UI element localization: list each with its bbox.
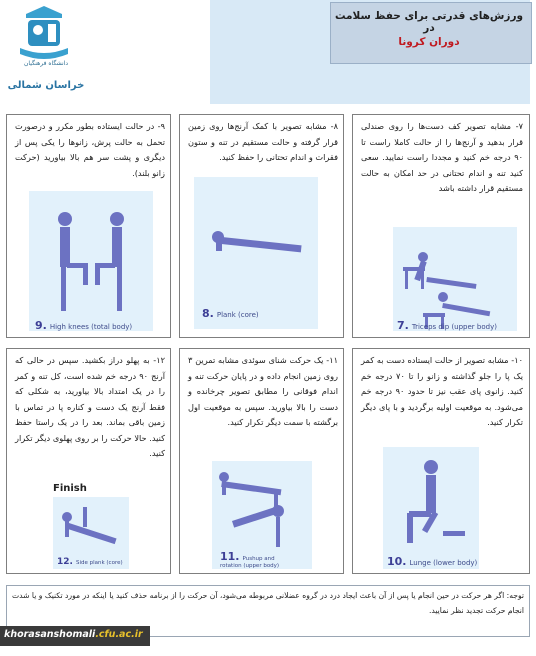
exercise-label: Plank (core) bbox=[216, 311, 259, 319]
exercise-description: ۱۰- مشابه تصویر از حالت ایستاده دست به کمر یک پا را جلو گذاشته و زانو را تا ۷۰ درجه خم کنید. زانوی پای عقب نیز تا حدود ۹۰ درجه خم می‌شود. به موقعیت اولیه برگردید و با پای دیگر تکرار کنید. bbox=[361, 355, 523, 427]
finish-label: Finish bbox=[53, 483, 87, 494]
exercise-caption bbox=[387, 555, 477, 568]
page-subtitle: دوران کرونا bbox=[398, 36, 460, 48]
exercise-label: Triceps dip (upper body) bbox=[411, 323, 497, 331]
exercise-number: 12. bbox=[57, 557, 73, 567]
exercise-caption bbox=[220, 550, 290, 570]
exercise-illustration bbox=[383, 447, 479, 569]
site-domain: .cfu.ac.ir bbox=[95, 629, 143, 640]
exercise-description: ۷- مشابه تصویر کف دست‌ها را روی صندلی قرار بدهید و آرنج‌ها را از حالت کاملا راست تا ۹۰ درجه خم کنید و مجددا راست نمایید. سعی کنید تنه و اندام تحتانی در حد امکان به حالت مستقیم قرار داشته باشد bbox=[361, 121, 523, 193]
exercise-caption bbox=[397, 319, 497, 332]
logo-caption: دانشگاه فرهنگیان bbox=[23, 60, 69, 67]
exercise-description: ۹- در حالت ایستاده بطور مکرر و درصورت تحمل به حالت پرش، زانوها را یکی پس از دیگری و پشت سر هم بالا بیاورید (حرکت زانو بلند). bbox=[15, 121, 165, 178]
exercise-card-12 bbox=[6, 348, 171, 574]
caution-note: توجه: اگر هر حرکت در حین انجام یا پس از آن باعث ایجاد درد در گروه عضلانی مربوطه می‌شود، آن حرکت را از برنامه حذف کنید یا اینکه در مورد تکنیک و یا شدت انجام حرکت تجدید نظر نمایید. bbox=[12, 591, 524, 615]
exercise-card-7 bbox=[352, 114, 530, 338]
exercise-illustration bbox=[393, 227, 517, 331]
exercise-description: ۱۱- یک حرکت شنای سوئدی مشابه تمرین ۳ روی زمین انجام داده و در پایان حرکت تنه و اندام فوقانی را مطابق تصویر چرخانده و دست را بالا بیاورید. سپس به موقعیت اول برگشته با سمت دیگر تکرار کنید. bbox=[188, 355, 338, 427]
site-name: khorasanshomali bbox=[4, 629, 96, 640]
exercise-caption bbox=[202, 307, 259, 320]
exercise-caption bbox=[35, 319, 132, 332]
exercise-illustration bbox=[29, 191, 153, 331]
exercise-label: Side plank (core) bbox=[75, 560, 123, 566]
exercise-label: High knees (total body) bbox=[49, 323, 133, 331]
exercise-number: 11. bbox=[220, 550, 240, 563]
site-link[interactable] bbox=[4, 629, 143, 640]
exercise-card-10 bbox=[352, 348, 530, 574]
exercise-label: Pushup and rotation (upper body) bbox=[220, 556, 280, 569]
site-footer-bar bbox=[0, 626, 150, 646]
exercise-number: 7. bbox=[397, 319, 409, 332]
exercise-number: 10. bbox=[387, 555, 407, 568]
exercise-number: 9. bbox=[35, 319, 47, 332]
exercise-caption bbox=[57, 557, 123, 567]
exercise-number: 8. bbox=[202, 307, 214, 320]
logo-region: خراسان شمالی bbox=[7, 80, 85, 91]
exercise-description: ۱۲- به پهلو دراز بکشید. سپس در حالی که آرنج ۹۰ درجه خم شده است، کل تنه و کمر را در یک امتداد بالا بیاورید، به شکلی که فقط آرنج یک دست و کناره پا در تماس با زمین باقی بماند. بعد را در یک راستا حفظ کنید. حالا حرکت را بر روی پهلوی دیگر تکرار کنید. bbox=[15, 355, 165, 458]
exercise-card-9 bbox=[6, 114, 171, 338]
exercise-label: Lunge (lower body) bbox=[409, 559, 478, 567]
exercise-card-11 bbox=[179, 348, 344, 574]
page-title: ورزش‌های قدرتی برای حفظ سلامت در bbox=[334, 10, 524, 34]
exercise-card-8 bbox=[179, 114, 344, 338]
exercise-description: ۸- مشابه تصویر با کمک آرنج‌ها روی زمین قرار گرفته و حالت مستقیم در تنه و ستون فقرات و اندام تحتانی را حفظ کنید. bbox=[188, 121, 338, 162]
